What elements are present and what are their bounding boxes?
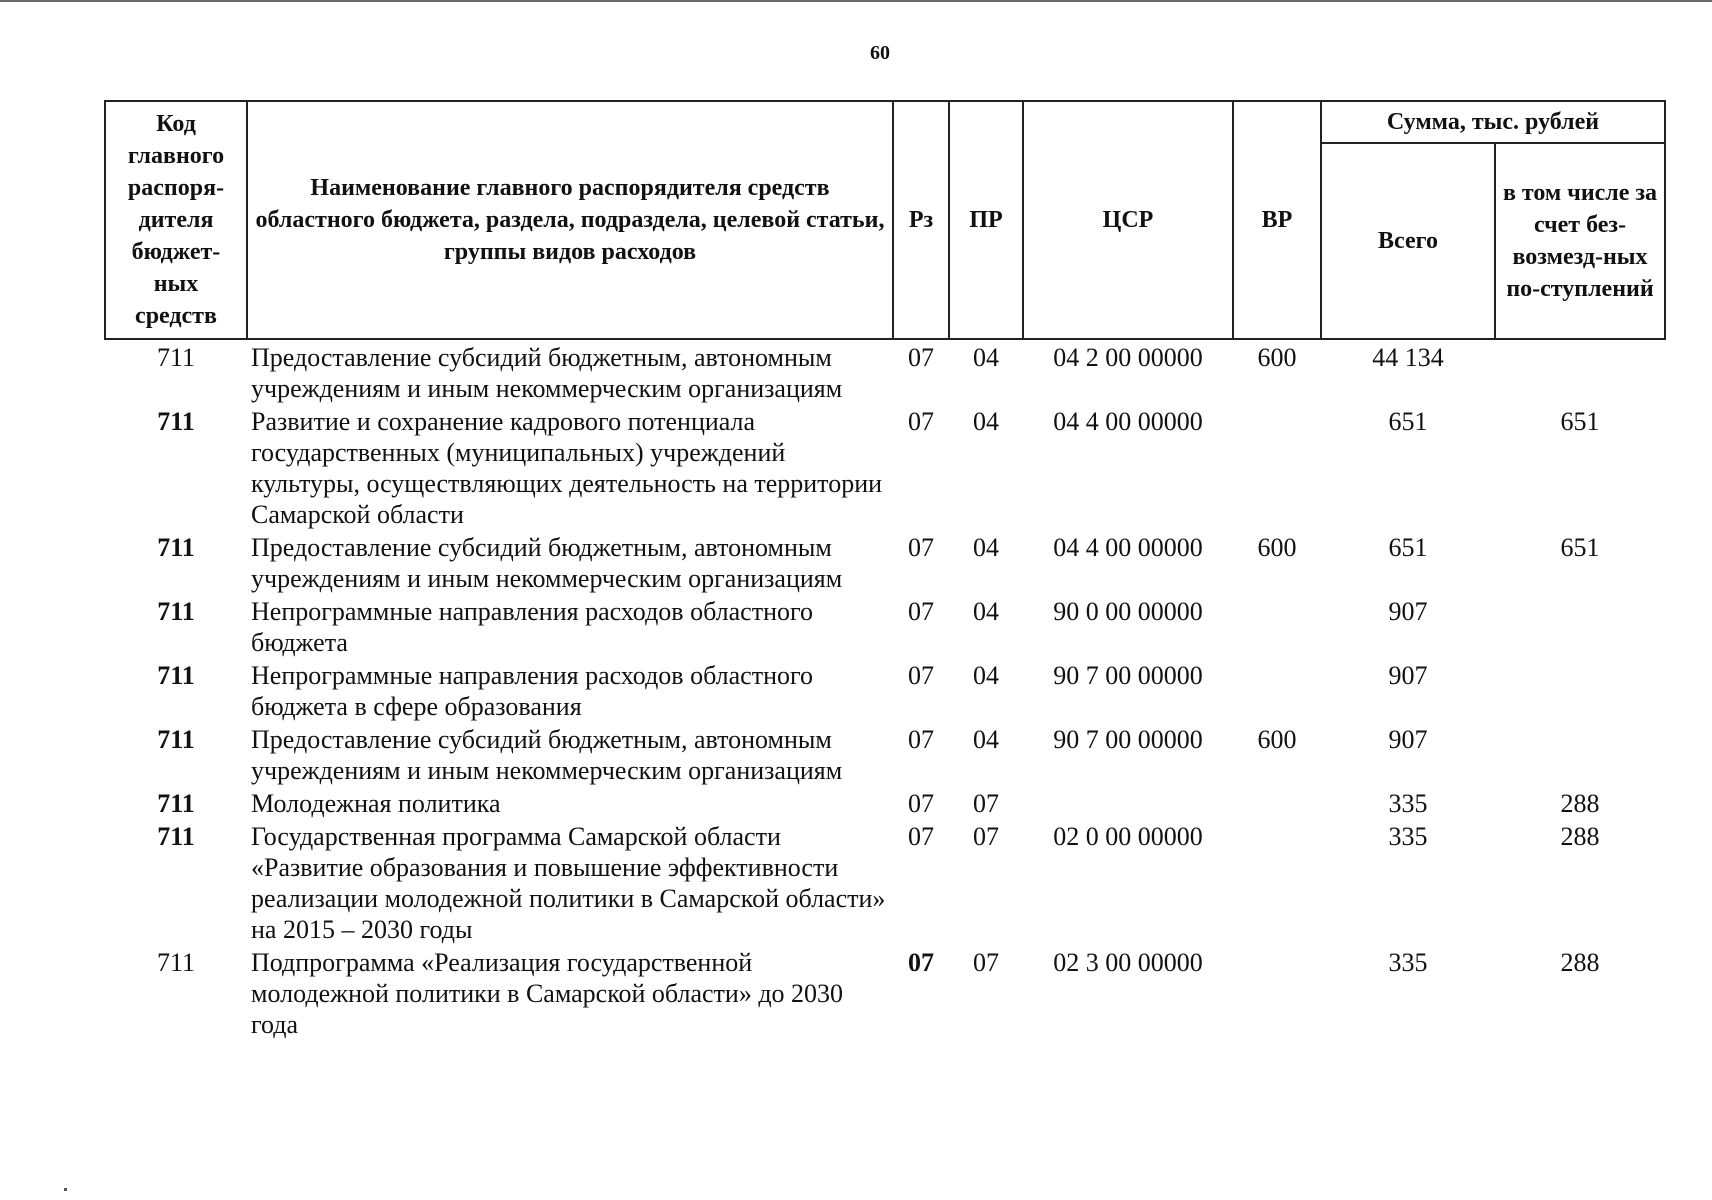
cell-total: 335 [1388, 948, 1428, 977]
header-total: Всего [1321, 143, 1495, 339]
cell-name: Молодежная политика [251, 789, 501, 818]
table-row [105, 594, 1665, 658]
header-csr: ЦСР [1023, 101, 1233, 339]
cell-rz: 07 [908, 822, 934, 851]
cell-total: 907 [1388, 661, 1428, 690]
cell-rz: 07 [908, 789, 934, 818]
cell-incl: 651 [1560, 533, 1600, 562]
cell-pr: 07 [973, 822, 999, 851]
table-row [105, 945, 1665, 1040]
cell-code: 711 [156, 343, 196, 372]
table-row [105, 339, 1665, 404]
budget-table [104, 100, 1666, 1040]
table-row [105, 722, 1665, 786]
cell-rz: 07 [908, 661, 934, 690]
cell-pr: 04 [973, 661, 999, 690]
cell-code: 711 [157, 407, 195, 436]
table-row [105, 819, 1665, 945]
page-number: 60 [870, 42, 890, 64]
cell-name: Предоставление субсидий бюджетным, автономным учреждениям и иным некоммерческим организациям [251, 725, 843, 785]
cell-csr: 02 0 00 00000 [1053, 822, 1203, 851]
cell-code: 711 [156, 948, 196, 977]
cell-pr: 07 [973, 948, 999, 977]
cell-pr: 04 [973, 407, 999, 436]
header-pr: ПР [949, 101, 1023, 339]
cell-name: Непрограммные направления расходов областного бюджета [251, 597, 813, 657]
header-code: Код главного распоря-дителя бюджет-ных средств [105, 101, 247, 339]
cell-csr [1023, 786, 1233, 819]
cell-total: 335 [1388, 822, 1428, 851]
cell-incl [1495, 722, 1665, 786]
cell-rz: 07 [908, 407, 934, 436]
scan-speck [64, 1188, 67, 1191]
cell-code: 711 [157, 533, 195, 562]
header-vr: ВР [1233, 101, 1321, 339]
cell-rz: 07 [908, 533, 934, 562]
cell-vr: 600 [1257, 343, 1297, 372]
cell-vr [1233, 594, 1321, 658]
cell-csr: 90 7 00 00000 [1053, 725, 1203, 754]
header-name: Наименование главного распорядителя средств областного бюджета, раздела, подраздела, целевой статьи, группы видов расходов [247, 101, 893, 339]
cell-rz: 07 [908, 343, 934, 372]
cell-code: 711 [157, 661, 195, 690]
cell-vr [1233, 786, 1321, 819]
cell-csr: 90 7 00 00000 [1053, 661, 1203, 690]
cell-code: 711 [157, 725, 195, 754]
cell-incl [1495, 658, 1665, 722]
cell-code: 711 [157, 822, 195, 851]
table-row [105, 530, 1665, 594]
cell-code: 711 [157, 597, 195, 626]
cell-pr: 07 [973, 789, 999, 818]
cell-incl: 288 [1560, 789, 1600, 818]
cell-incl: 288 [1560, 948, 1600, 977]
cell-code: 711 [157, 789, 195, 818]
cell-csr: 90 0 00 00000 [1053, 597, 1203, 626]
cell-pr: 04 [973, 343, 999, 372]
cell-vr: 600 [1257, 725, 1297, 754]
cell-csr: 04 4 00 00000 [1053, 533, 1203, 562]
cell-pr: 04 [973, 725, 999, 754]
cell-csr: 02 3 00 00000 [1053, 948, 1203, 977]
cell-incl [1495, 339, 1665, 404]
cell-total: 907 [1388, 597, 1428, 626]
cell-name: Предоставление субсидий бюджетным, автономным учреждениям и иным некоммерческим организациям [251, 343, 843, 403]
cell-vr [1233, 404, 1321, 530]
cell-name: Развитие и сохранение кадрового потенциала государственных (муниципальных) учреждений культуры, осуществляющих деятельность на территории Самарской области [251, 407, 883, 529]
cell-rz: 07 [908, 725, 934, 754]
table-row [105, 404, 1665, 530]
cell-csr: 04 4 00 00000 [1053, 407, 1203, 436]
cell-vr [1233, 945, 1321, 1040]
cell-vr [1233, 819, 1321, 945]
cell-name: Государственная программа Самарской области «Развитие образования и повышение эффективности реализации молодежной политики в Самарской области» на 2015 – 2030 годы [251, 822, 886, 944]
cell-pr: 04 [973, 533, 999, 562]
header-rz: Рз [893, 101, 949, 339]
cell-rz: 07 [908, 597, 934, 626]
table-row [105, 786, 1665, 819]
cell-name: Подпрограмма «Реализация государственной молодежной политики в Самарской области» до 2030 года [251, 948, 844, 1039]
cell-rz: 07 [908, 948, 934, 977]
cell-name: Непрограммные направления расходов областного бюджета в сфере образования [251, 661, 813, 721]
cell-incl [1495, 594, 1665, 658]
header-sum-group: Сумма, тыс. рублей [1321, 101, 1665, 143]
cell-total: 651 [1388, 407, 1428, 436]
header-incl: в том числе за счет без-возмезд-ных по-ступлений [1495, 143, 1665, 339]
cell-csr: 04 2 00 00000 [1053, 343, 1203, 372]
cell-vr: 600 [1257, 533, 1297, 562]
scan-edge [0, 0, 1712, 2]
cell-total: 651 [1388, 533, 1428, 562]
table-row [105, 658, 1665, 722]
cell-name: Предоставление субсидий бюджетным, автономным учреждениям и иным некоммерческим организациям [251, 533, 843, 593]
cell-total: 44 134 [1372, 343, 1444, 372]
cell-vr [1233, 658, 1321, 722]
cell-pr: 04 [973, 597, 999, 626]
cell-total: 907 [1388, 725, 1428, 754]
cell-incl: 288 [1560, 822, 1600, 851]
cell-total: 335 [1388, 789, 1428, 818]
cell-incl: 651 [1560, 407, 1600, 436]
